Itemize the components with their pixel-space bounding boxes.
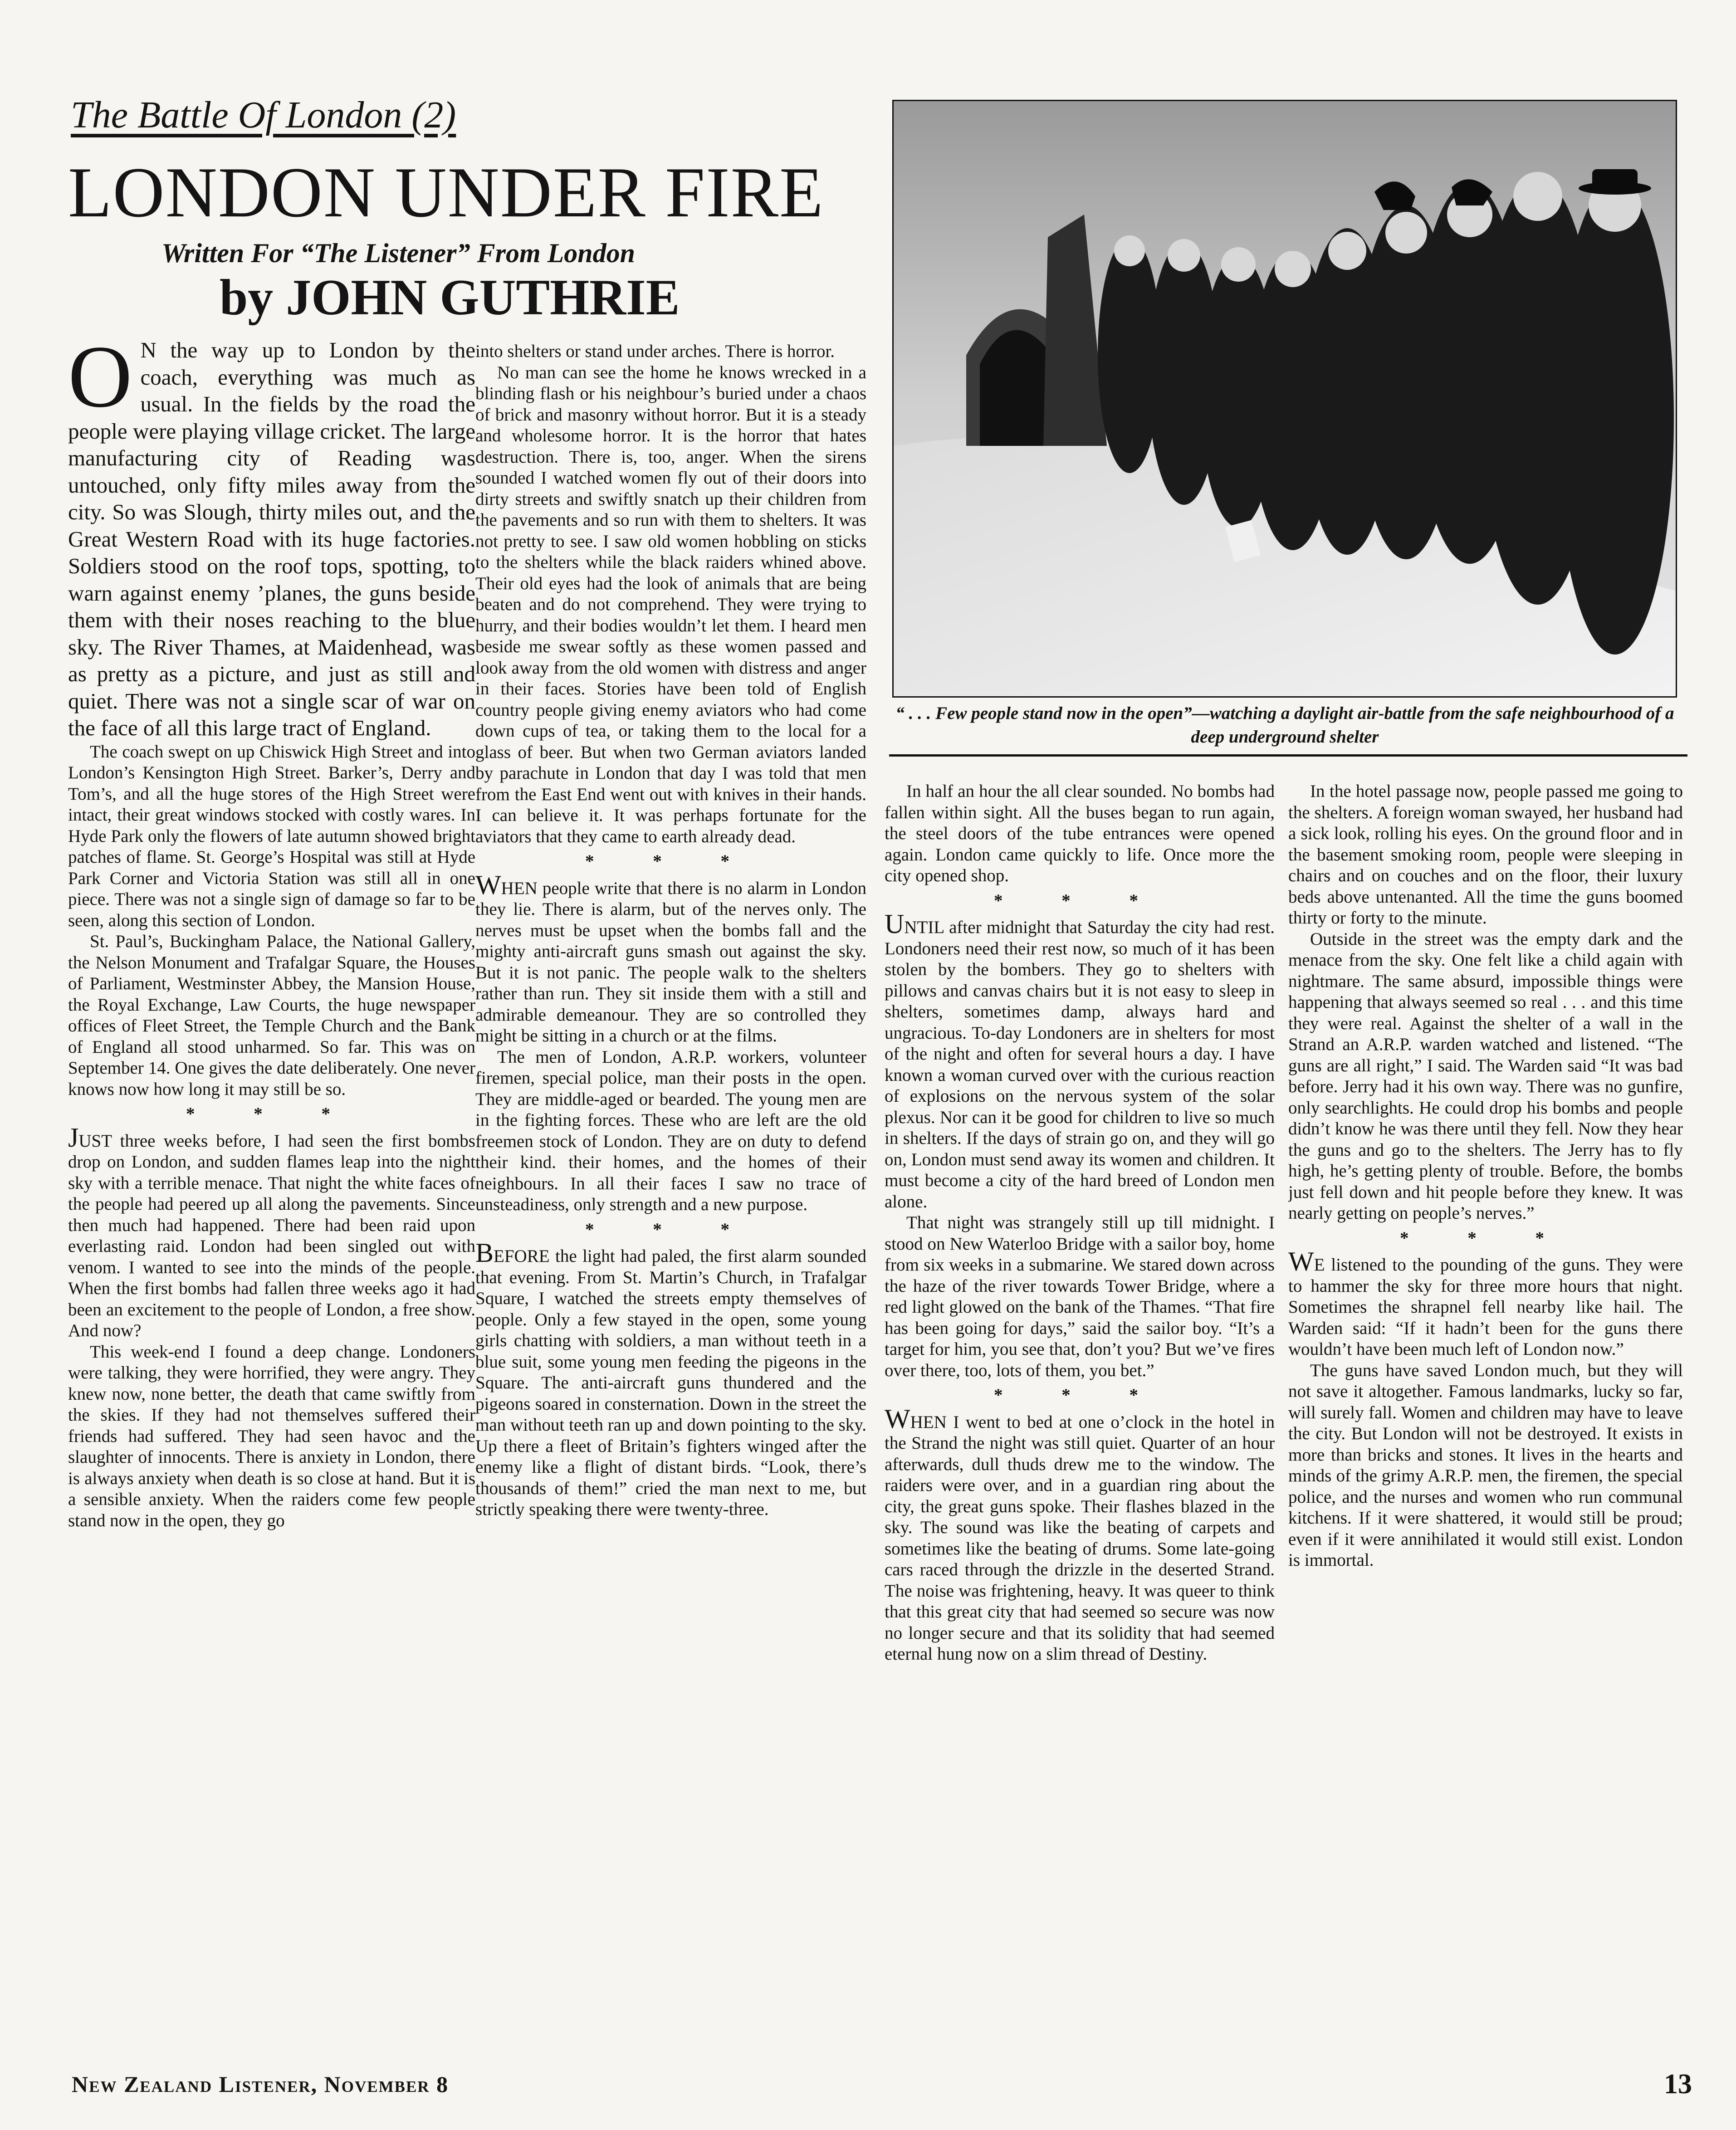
paragraph: Outside in the street was the empty dark and the menace from the sky. One felt like a child again with nightmare. The same absurd, impossible things were happening that always seemed so real . . . and this time they were real. Against the shelter of a wall in the Strand an A.R.P. warden watched and listened. “The guns are all right,” I said. The Warden said “It was bad before. Jerry had it his own way. There was no gunfire, only searchlights. He could drop his bombs and people didn’t know he was there until they fell. Now they hear the guns and go to the shelters. The Jerry has to fly high, he’s getting plenty of trouble. Before, the bombs just fell down and hit people before they knew. It was nearly getting on people’s nerves.” xyxy=(1288,929,1683,1223)
article-column-2 xyxy=(475,341,866,1960)
crowd-photo-illustration xyxy=(894,101,1676,696)
initial-letter: J xyxy=(68,1122,79,1153)
subhead: Written For “The Listener” From London xyxy=(161,238,636,268)
caption-rule xyxy=(889,754,1687,757)
publication-footer: New Zealand Listener, November 8 xyxy=(72,2071,449,2097)
paragraph: In half an hour the all clear sounded. No bombs had fallen within sight. All the buses began to run again, the steel doors of the tube entrances were opened again. London came quickly to life. Once more the city opened shop. xyxy=(885,782,1275,885)
section-break: * * * xyxy=(1400,1228,1571,1248)
section-break: * * * xyxy=(585,1219,757,1239)
paragraph: The coach swept on up Chiswick High Street and into London’s Kensington High Street. Barker’s, Derry and Tom’s, and all the huge stores of the High Street were intact, their great windows stocked with costly wares. In Hyde Park only the flowers of late autumn showed bright patches of flame. St. George’s Hospital was still at Hyde Park Corner and Victoria Station was still all in one piece. There was not a single sign of damage so far to be seen, along this section of London. xyxy=(68,742,475,930)
initial-letter: B xyxy=(475,1238,494,1268)
section-break: * * * xyxy=(994,1385,1165,1405)
page-number: 13 xyxy=(1664,2069,1692,2100)
paragraph: E listened to the pounding of the guns. They were to hammer the sky for three more hours that night. Sometimes the shrapnel fell nearby like hail. The Warden said: “If it hadn’t been for the guns there wouldn’t have been much left of London now.” xyxy=(1288,1255,1683,1359)
paragraph: HEN people write that there is no alarm in London they lie. There is alarm, but of the nerves only. The nerves must be upset when the bombs fall and the mighty anti-aircraft guns smash out against the sky. But it is not panic. The people walk to the shelters rather than run. They sit inside them with a still and admirable demeanour. They are so controlled they might be sitting in a church or at the films. xyxy=(475,878,866,1045)
paragraph: In the hotel passage now, people passed me going to the shelters. A foreign woman swayed, her husband had a sick look, rolling his eyes. On the ground floor and in the basement smoking room, people were sleeping in chairs and on couches and on the floor, their luxury beds above untenanted. All the time the guns boomed thirty or forty to the minute. xyxy=(1288,782,1683,928)
section-break: * * * xyxy=(585,851,757,871)
section-kicker: The Battle Of London (2) xyxy=(71,94,456,136)
paragraph: EFORE the light had paled, the first alarm sounded that evening. From St. Martin’s Church, in Trafalgar Square, I watched the streets empty themselves of people. Only a few stayed in the open, some young girls chatting with soldiers, a man without teeth in a blue suit, some young men feeding the pigeons in the Square. The anti-aircraft guns thundered and the pigeons soared in consternation. Down in the street the man without teeth ran up and down pointing to the sky. Up there a fleet of Britain’s fighters winged after the enemy like a flight of distant birds. “Look, there’s thousands of them!” cried the man next to me, but strictly speaking there were twenty-three. xyxy=(475,1246,866,1519)
opening-paragraph: N the way up to London by the coach, everything was much as usual. In the fields by the road the people were playing village cricket. The large manufacturing city of Reading was untouched, only fifty miles away from the city. So was Slough, thirty miles out, and the Great Western Road with its huge factories. Soldiers stood on the roof tops, spotting, to warn against enemy ’planes, the guns beside them with their noses reaching to the blue sky. The River Thames, at Maidenhead, was as pretty as a picture, and just as still and quiet. There was not a single scar of war on the face of all this large tract of England. xyxy=(68,337,475,740)
paragraph: St. Paul’s, Buckingham Palace, the National Gallery, the Nelson Monument and Trafalgar Square, the Houses of Parliament, Westminster Abbey, the Mansion House, the Royal Exchange, Law Courts, the huge newspaper offices of Fleet Street, the Temple Church and the Bank of England all stood unharmed. So far. This was on September 14. One gives the date deliberately. One never knows now how long it may still be so. xyxy=(68,932,475,1099)
initial-letter: W xyxy=(885,1403,910,1434)
article-column-1 xyxy=(68,337,475,1960)
paragraph: HEN I went to bed at one o’clock in the hotel in the Strand the night was still quiet. Quarter of an hour afterwards, dull thuds drew me to the window. The raiders were over, and in a guardian ring about the city, the great guns spoke. Their flashes blazed in the sky. The sound was like the beating of carpets and sometimes like the beating of drums. Some late-going cars raced through the drizzle in the deserted Strand. The noise was frightening, heavy. It was queer to think that this great city that had seemed so secure was now no longer secure and that its solidity that had seemed eternal hung now on a slim thread of Destiny. xyxy=(885,1412,1275,1664)
crowd-photo xyxy=(892,100,1677,698)
paragraph: into shelters or stand under arches. There is horror. xyxy=(475,342,835,361)
initial-letter: W xyxy=(1288,1246,1314,1276)
paragraph: The men of London, A.R.P. workers, volunteer firemen, special police, man their posts in the open. They are middle-aged or bearded. The young men are in the fighting forces. These who are left are the old freemen stock of London. They are on duty to defend their kind. their homes, and the homes of their neighbours. In all their faces I saw no trace of unsteadiness, only strength and a new purpose. xyxy=(475,1047,866,1214)
initial-letter: W xyxy=(475,870,501,900)
initial-letter: U xyxy=(885,909,905,939)
drop-cap: O xyxy=(68,337,132,426)
article-column-3 xyxy=(885,781,1275,1965)
headline: LONDON UNDER FIRE xyxy=(68,153,824,232)
paragraph: No man can see the home he knows wrecked in a blinding flash or his neighbour’s buried under a chaos of brick and masonry without horror. But it is a steady and wholesome horror. It is the horror that hates destruction. There is, too, anger. When the sirens sounded I watched women fly out of their doors into dirty streets and swiftly snatch up their children from the pavements and so run with them to shelters. It was not pretty to see. I saw old women hobbling on sticks to the shelters while the black raiders whined above. Their old eyes had the look of animals that are being beaten and do not comprehend. They were trying to hurry, and their bodies wouldn’t let them. I heard men beside me swear softly as these women passed and look away from the old women with distress and anger in their faces. Stories have been told of English country people giving enemy aviators who had come down cups of tea, or taking them to the local for a glass of beer. But when two German aviators landed by parachute in London that day I was told that men from the East End went out with knives in their hands. I can believe it. It was perhaps fortunate for the aviators that they came to earth already dead. xyxy=(475,362,866,846)
byline: by JOHN GUTHRIE xyxy=(220,269,680,326)
paragraph: That night was strangely still up till midnight. I stood on New Waterloo Bridge with a sailor boy, home from six weeks in a submarine. We stared down across the haze of the river towards Tower Bridge, where a red light glowed on the bank of the Thames. “That fire has been going for days,” said the sailor boy. “It’s a target for him, you see that, don’t you? But we’ve fires over there, too, lots of them, you bet.” xyxy=(885,1213,1275,1380)
paragraph: This week-end I found a deep change. Londoners were talking, they were horrified, they were angry. They knew now, none better, the death that came swiftly from the skies. If they had not themselves suffered their friends had suffered. They had seen havoc and the slaughter of innocents. There is anxiety in London, there is always anxiety when death is so close at hand. But it is a sensible anxiety. When the raiders come few people stand now in the open, they go xyxy=(68,1342,475,1530)
article-column-4 xyxy=(1288,781,1683,1965)
paragraph: UST three weeks before, I had seen the first bombs drop on London, and sudden flames leap into the night sky with a terrible menace. That night the white faces of the people had peered up all along the pavements. Since then much had happened. There had been raid upon everlasting raid. London had been singled out with venom. I wanted to see into the minds of the people. When the first bombs had fallen three weeks ago it had been an excitement to the people of London, a free show. And now? xyxy=(68,1131,475,1340)
section-break: * * * xyxy=(994,890,1165,910)
photo-caption: “ . . . Few people stand now in the open”—watching a daylight air-battle from the safe neighbourhood of a deep underground shelter xyxy=(895,703,1674,747)
paragraph: NTIL after midnight that Saturday the city had rest. Londoners need their rest now, so much of it has been stolen by the bombers. They go to shelters with pillows and canvas chairs but it is not easy to sleep in shelters, sometimes damp, always hard and ungracious. To-day Londoners are in shelters for most of the night and often for several hours a day. I have known a woman curved over with the curious reaction of explosions on the nervous system of the solar plexus. Nor can it be good for children to live so much in shelters. If the days of strain go on, and they will go on, London must send away its women and children. It must become a city of the hard breed of London men alone. xyxy=(885,918,1275,1212)
section-break: * * * xyxy=(186,1104,357,1124)
paragraph: The guns have saved London much, but they will not save it altogether. Famous landmarks, lucky so far, will surely fall. Women and children may have to leave the city. But London will not be destroyed. It exists in more than bricks and stones. It lives in the hearts and minds of the grimy A.R.P. men, the firemen, the special police, and the nurses and women who run communal kitchens. If it were shattered, it would still be proud; even if it were annihilated it would still exist. London is immortal. xyxy=(1288,1360,1683,1570)
